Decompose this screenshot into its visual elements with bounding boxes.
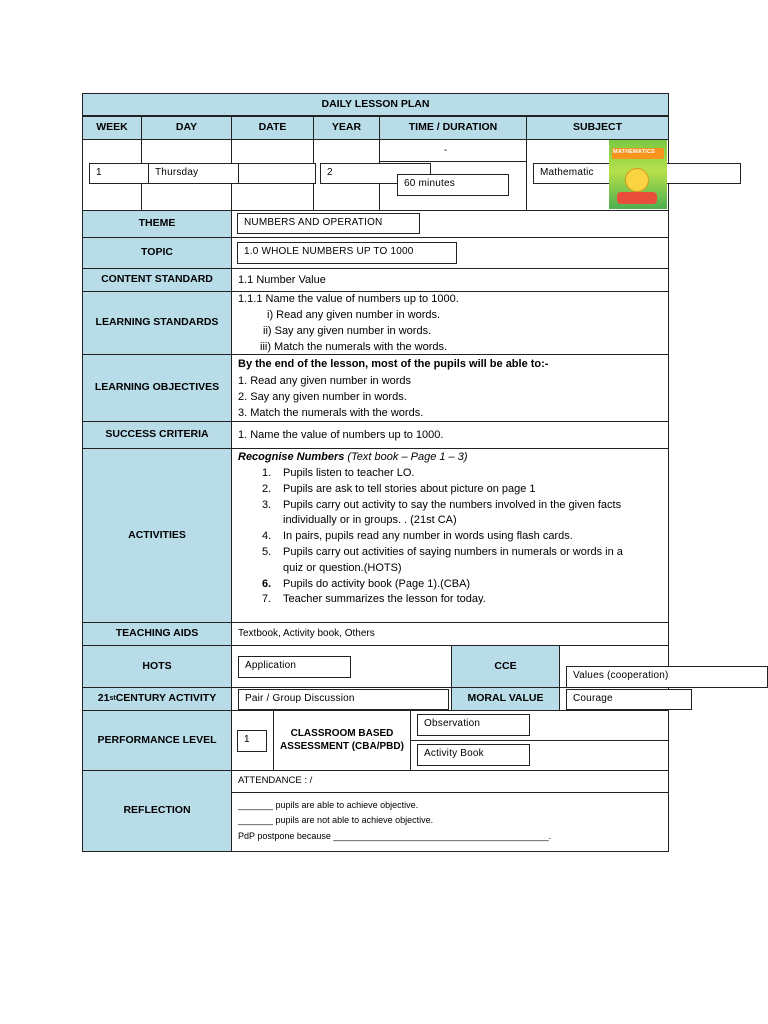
column-header-year: YEAR [313,116,380,140]
cba-activity-book-field[interactable]: Activity Book [417,744,530,766]
year-field[interactable]: 2 [320,163,431,184]
activity-number: 1. [262,467,272,479]
hots-field[interactable]: Application [238,656,351,678]
activities-label: ACTIVITIES [82,448,232,623]
column-header-time: TIME / DURATION [379,116,527,140]
activities-heading-rest: (Text book – Page 1 – 3) [344,451,468,463]
activity-item: quiz or question.(HOTS) [283,561,402,574]
theme-field[interactable]: NUMBERS AND OPERATION [237,213,420,234]
column-header-week: WEEK [82,116,142,140]
activities-heading-bold: Recognise Numbers [238,451,345,463]
reflection-line-postpone: PdP postpone because ___________________________________________. [238,831,552,841]
theme-label: THEME [82,210,232,238]
time-value: - [444,145,448,156]
learning-objective-item: 1. Read any given number in words [238,375,412,387]
column-header-subject: SUBJECT [526,116,669,140]
activity-item: Pupils do activity book (Page 1).(CBA) [283,577,471,590]
content-standard-text: 1.1 Number Value [238,274,326,286]
textbook-cover-image [609,140,667,209]
activity-item: Pupils listen to teacher LO. [283,467,415,479]
hots-label: HOTS [82,645,232,688]
activity-item: Pupils are ask to tell stories about picture on page 1 [283,482,536,495]
activity-number: 6. [262,577,272,590]
attendance-text: ATTENDANCE : / [238,775,313,786]
activity-item: In pairs, pupils read any number in words using flash cards. [283,530,573,543]
activity-number: 3. [262,498,272,511]
date-field[interactable] [238,163,316,184]
cba-observation-field[interactable]: Observation [417,714,530,736]
subject-field[interactable]: Mathematic [533,163,741,184]
book-cover-title: MATHEMATICS [613,149,656,155]
reflection-label: REFLECTION [82,770,232,852]
activity-item: Teacher summarizes the lesson for today. [283,593,486,606]
learning-standard-main: 1.1.1 Name the value of numbers up to 1000. [238,293,459,305]
learning-standard-item: ii) Say any given number in words. [263,325,432,337]
activity-item: Pupils carry out activities of saying numbers in numerals or words in a [283,546,623,558]
reflection-line-not-achieved: _______ pupils are not able to achieve objective. [238,815,434,825]
cce-field[interactable]: Values (cooperation) [566,666,768,688]
topic-field[interactable]: 1.0 WHOLE NUMBERS UP TO 1000 [237,242,457,264]
success-criteria-label: SUCCESS CRITERIA [82,421,232,449]
moral-value-field[interactable]: Courage [566,689,692,710]
week-field[interactable]: 1 [89,163,149,184]
duration-field[interactable]: 60 minutes [397,174,509,196]
success-criteria-text: 1. Name the value of numbers up to 1000. [238,429,444,441]
performance-level-label: PERFORMANCE LEVEL [82,710,232,771]
teaching-aids-label: TEACHING AIDS [82,622,232,646]
century-activity-label [82,687,232,711]
moral-value-label: MORAL VALUE [451,687,560,711]
learning-standard-item: iii) Match the numerals with the words. [260,341,448,353]
reflection-line-achieved: _______ pupils are able to achieve objective. [238,800,419,810]
day-field[interactable]: Thursday [148,163,239,184]
learning-objective-item: 3. Match the numerals with the words. [238,407,424,419]
century-number: 21 [97,692,110,705]
activity-number: 7. [262,593,272,606]
content-standard-label: CONTENT STANDARD [82,268,232,292]
learning-objectives-intro: By the end of the lesson, most of the pupils will be able to:- [238,358,549,370]
performance-level-field[interactable]: 1 [237,730,267,752]
topic-label: TOPIC [82,237,232,269]
cce-label: CCE [451,645,560,688]
cba-label: CLASSROOM BASED ASSESSMENT (CBA/PBD) [280,728,404,752]
century-text: CENTURY ACTIVITY [115,692,217,705]
activity-item: Pupils carry out activity to say the numbers involved in the given facts [283,498,622,511]
learning-objective-item: 2. Say any given number in words. [238,391,407,403]
column-header-day: DAY [141,116,232,140]
learning-standard-item: i) Read any given number in words. [267,309,441,321]
activities-heading [238,449,468,465]
activity-item: individually or in groups. . (21st CA) [283,514,457,527]
learning-objectives-label: LEARNING OBJECTIVES [82,354,232,422]
activity-number: 2. [262,482,272,495]
century-activity-field[interactable]: Pair / Group Discussion [238,689,449,710]
column-header-date: DATE [231,116,314,140]
activity-number: 4. [262,530,272,543]
teaching-aids-text: Textbook, Activity book, Others [238,628,375,639]
lesson-plan-title: DAILY LESSON PLAN [82,93,669,116]
century-suffix: st [109,695,116,703]
learning-standards-label: LEARNING STANDARDS [82,291,232,355]
activity-number: 5. [262,546,272,558]
